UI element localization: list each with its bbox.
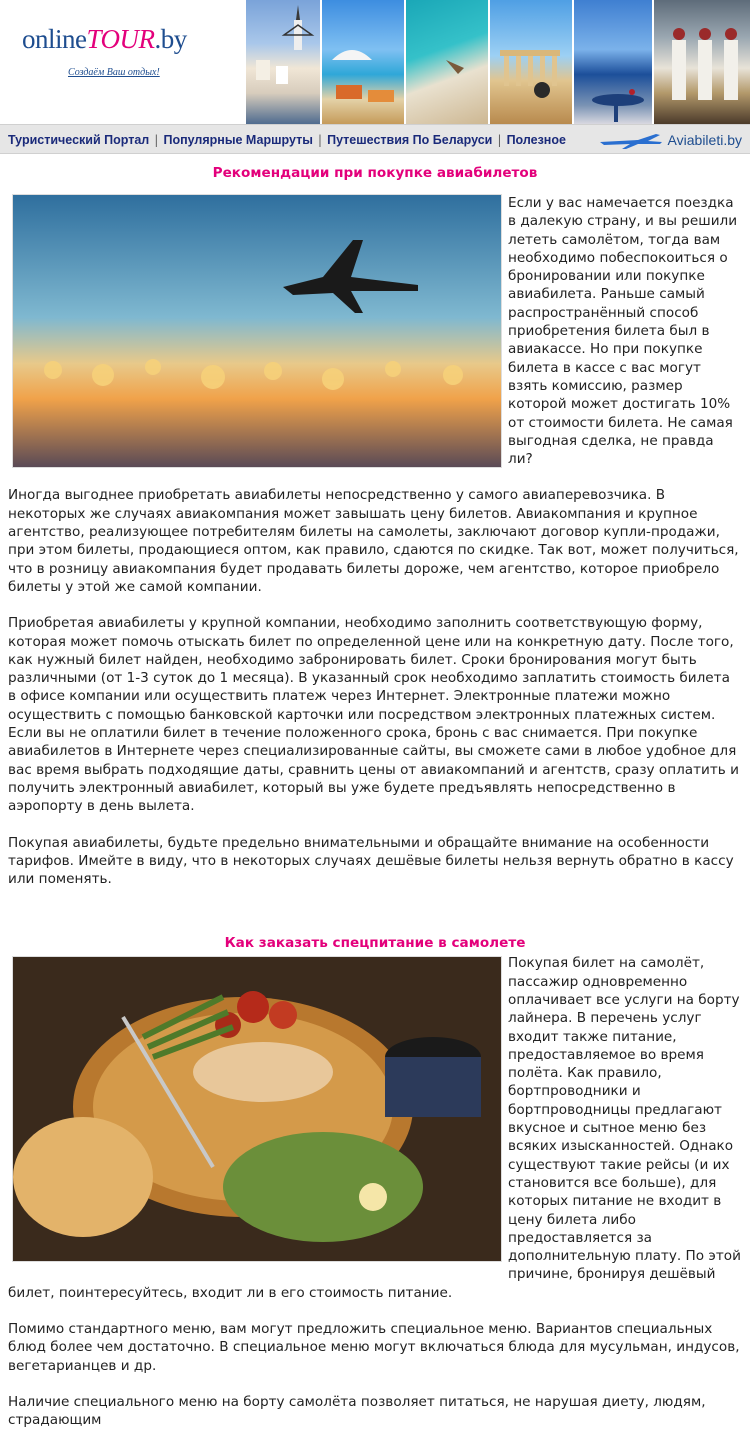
article-title-special-meals: Как заказать спецпитание в самолете: [224, 935, 526, 952]
article1-paragraph: Если у вас намечается поездка в далекую страну, и вы решили лететь самолётом, тогда вам необходимо побеспокоиться о бронировании или покупке авиабилета. Раньше самый распространённый способ приобретения билета был в авиакассе. Но при покупке билета в кассе с вас могут взять комиссию, размер которой может достигать 10% от стоимости билета. Не самая выгодная сделка, не правда ли?: [508, 195, 738, 468]
article1-paragraph: Покупая авиабилеты, будьте предельно внимательными и обращайте внимание на особенности тарифов. Имейте в виду, что в некоторых случаях дешёвые билеты нельзя вернуть обратно в кассу или поменять.: [8, 834, 734, 888]
nav-separator: |: [317, 132, 323, 147]
airplane-sunset-image: [12, 194, 502, 468]
article2-intro: [8, 954, 742, 1302]
header-photo-santorini: [246, 0, 322, 124]
header-photo-terrace: [574, 0, 654, 124]
article2-paragraph: Помимо стандартного меню, вам могут предложить специальное меню. Вариантов специальных блюд более чем достаточно. В специальное меню могут включаться блюда для мусульман, индусов, вегетарианцев и др.: [8, 1321, 740, 1374]
header-photo-navagio: [406, 0, 490, 124]
nav-item-tourist-portal[interactable]: Туристический Портал: [8, 133, 150, 147]
logo-tagline: Создаём Ваш отдых!: [68, 67, 160, 78]
article1-paragraph: Иногда выгоднее приобретать авиабилеты непосредственно у самого авиаперевозчика. В некоторых же случаях авиакомпания может завышать цену билетов. Авиакомпания и крупное агентство, реализующее потребителям билеты на самолеты, заключают договор купли-продажи, при этом билеты, продающиеся оптом, как правило, сдаются по скидке. Так вот, может получиться, что в розницу авиакомпания будет продавать билеты дороже, чем агентство, которое приобрело билеты у этой же самой компании.: [8, 487, 739, 595]
airplane-icon: [598, 130, 664, 150]
aviabileti-banner[interactable]: [598, 129, 742, 151]
site-logo[interactable]: [0, 0, 246, 124]
nav-links: [8, 131, 566, 149]
logo-wordmark: onlineTOUR.by: [22, 24, 187, 54]
main-content: [8, 154, 742, 1448]
article2-paragraph: Наличие специального меню на борту самолёта позволяет питаться, не нарушая диету, людям, страдающим: [8, 1393, 706, 1429]
nav-separator: |: [154, 132, 159, 147]
header-photo-parthenon: [490, 0, 574, 124]
section-spacer: [8, 906, 742, 924]
site-header: [0, 0, 750, 124]
nav-separator: |: [497, 132, 502, 147]
article-title-tickets: Рекомендации при покупке авиабилетов: [212, 165, 538, 181]
aviabileti-label: Aviabileti.by: [667, 131, 742, 148]
header-photo-evzones: [654, 0, 750, 124]
nav-item-useful[interactable]: Полезное: [506, 133, 566, 147]
inflight-food-image: [12, 956, 502, 1262]
nav-item-popular-routes[interactable]: Популярные Маршруты: [163, 133, 313, 147]
header-photo-strip: [246, 0, 750, 124]
nav-item-belarus-trips[interactable]: Путешествия По Беларуси: [327, 133, 493, 147]
main-navigation: [0, 124, 750, 154]
article1-paragraph: Приобретая авиабилеты у крупной компании, необходимо заполнить соответствующую форму, которая может помочь отыскать билет по определенной цене или на конкретную дату. После того, как нужный билет найден, необходимо забронировать билет. Сроки бронирования могут быть различными (от 1-3 суток до 1 месяца). В указанный срок необходимо заплатить стоимость билета в офисе компании или осуществить платеж через Интернет. Электронные платежи можно осуществить с помощью банковской карточки или посредством электронных платежных систем. Если вы не оплатили билет в течение положенного срока, бронь с вас снимается. При покупке авиабилетов в Интернете через специализированные сайты, вы сможете сами в любое удобное для вас время выбрать подходящие даты, сравнить цены от авиакомпаний и агентств, сразу оплатить и получить электронный авиабилет, который вы уже будете предъявлять непосредственно в аэропорту в день вылета.: [8, 615, 739, 815]
article2-paragraph: Покупая билет на самолёт, пассажир одновременно оплачивает все услуги на борту лайнера. В перечень услуг входит также питание, предоставляемое во время полёта. Как правило, бортпроводники и бортпроводницы предлагают вкусное и сытное меню без всяких изысканностей. Однако существуют такие рейсы (и их становится все больше), для которых питание не входит в цену билета либо предоставляется за дополнительную плату. По этой причине, бронируя дешёвый билет, поинтересуйтесь, входит ли в его стоимость питание.: [8, 955, 741, 1301]
header-photo-beach: [322, 0, 406, 124]
